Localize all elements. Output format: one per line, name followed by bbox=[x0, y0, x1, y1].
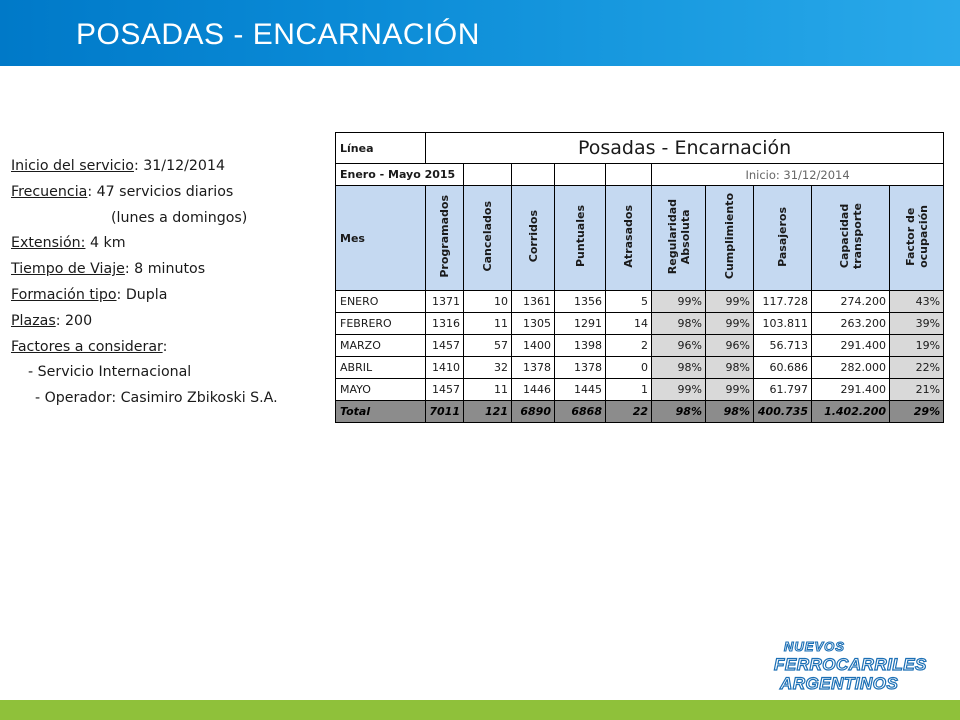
cell-regularidad: 96% bbox=[652, 335, 706, 357]
logo-line-1: NUEVOS bbox=[784, 639, 845, 654]
factor-line-2: ocupación bbox=[916, 205, 930, 268]
col-header-mes: Mes bbox=[336, 186, 426, 291]
periodo-blank bbox=[464, 164, 512, 186]
cell-mes: ABRIL bbox=[336, 357, 426, 379]
total-cancelados: 121 bbox=[464, 401, 512, 423]
col-header-regularidad bbox=[652, 186, 706, 291]
plazas-value: : 200 bbox=[55, 312, 93, 329]
cell-programados: 1371 bbox=[426, 291, 464, 313]
table-row bbox=[336, 313, 944, 335]
table-row bbox=[336, 291, 944, 313]
factores-label: Factores a considerar bbox=[11, 338, 163, 355]
periodo-blank bbox=[512, 164, 555, 186]
cell-factor: 43% bbox=[890, 291, 944, 313]
cell-corridos: 1305 bbox=[512, 313, 555, 335]
cell-cancelados: 57 bbox=[464, 335, 512, 357]
cell-puntuales: 1378 bbox=[555, 357, 606, 379]
cell-regularidad: 98% bbox=[652, 357, 706, 379]
cell-programados: 1316 bbox=[426, 313, 464, 335]
cell-cumplimiento: 98% bbox=[706, 357, 754, 379]
plazas-label: Plazas bbox=[11, 312, 56, 329]
factor-label bbox=[904, 205, 930, 268]
cell-cancelados: 11 bbox=[464, 313, 512, 335]
periodo-blank bbox=[555, 164, 606, 186]
cell-pasajeros: 61.797 bbox=[754, 379, 812, 401]
info-plazas bbox=[11, 309, 331, 335]
col-header-factor bbox=[890, 186, 944, 291]
table-row bbox=[336, 357, 944, 379]
total-regularidad: 98% bbox=[652, 401, 706, 423]
inicio-value: : 31/12/2014 bbox=[133, 158, 226, 174]
table-body bbox=[336, 291, 944, 401]
regularidad-label bbox=[666, 199, 692, 274]
cell-factor: 19% bbox=[890, 335, 944, 357]
periodo-label: Enero - Mayo 2015 bbox=[336, 164, 464, 186]
cell-programados: 1410 bbox=[426, 357, 464, 379]
info-tiempo bbox=[11, 257, 331, 283]
nuevos-ferrocarriles-argentinos-logo bbox=[770, 636, 950, 694]
cell-cumplimiento: 96% bbox=[706, 335, 754, 357]
linea-label: Línea bbox=[336, 133, 426, 164]
cell-pasajeros: 56.713 bbox=[754, 335, 812, 357]
table-row bbox=[336, 335, 944, 357]
total-cumplimiento: 98% bbox=[706, 401, 754, 423]
capacidad-line-1: Capacidad bbox=[837, 204, 851, 269]
cell-capacidad: 291.400 bbox=[812, 335, 890, 357]
linea-row bbox=[336, 133, 944, 164]
formacion-value: : Dupla bbox=[116, 286, 168, 303]
cell-capacidad: 274.200 bbox=[812, 291, 890, 313]
col-header-puntuales bbox=[555, 186, 606, 291]
col-header-cumplimiento bbox=[706, 186, 754, 291]
cell-atrasados: 5 bbox=[606, 291, 652, 313]
cell-capacidad: 291.400 bbox=[812, 379, 890, 401]
factor-item-2: - Operador: Casimiro Zbikoski S.A. bbox=[35, 390, 278, 407]
cancelados-label: Cancelados bbox=[481, 201, 494, 272]
title-bar bbox=[0, 0, 960, 66]
atrasados-label: Atrasados bbox=[622, 205, 635, 268]
cumplimiento-label: Cumplimiento bbox=[723, 193, 736, 280]
footer-bar bbox=[0, 700, 960, 720]
total-capacidad: 1.402.200 bbox=[812, 401, 890, 423]
cell-capacidad: 282.000 bbox=[812, 357, 890, 379]
cell-corridos: 1361 bbox=[512, 291, 555, 313]
cell-capacidad: 263.200 bbox=[812, 313, 890, 335]
cell-cancelados: 32 bbox=[464, 357, 512, 379]
cell-puntuales: 1445 bbox=[555, 379, 606, 401]
cell-atrasados: 14 bbox=[606, 313, 652, 335]
cell-mes: MARZO bbox=[336, 335, 426, 357]
cell-cumplimiento: 99% bbox=[706, 379, 754, 401]
tiempo-value: : 8 minutos bbox=[124, 261, 206, 278]
total-atrasados: 22 bbox=[606, 401, 652, 423]
col-header-cancelados bbox=[464, 186, 512, 291]
cell-pasajeros: 60.686 bbox=[754, 357, 812, 379]
cell-factor: 39% bbox=[890, 313, 944, 335]
cell-atrasados: 0 bbox=[606, 357, 652, 379]
logo-line-2: FERROCARRILES bbox=[774, 655, 927, 674]
cell-cancelados: 11 bbox=[464, 379, 512, 401]
cell-factor: 22% bbox=[890, 357, 944, 379]
cell-mes: MAYO bbox=[336, 379, 426, 401]
total-row bbox=[336, 401, 944, 423]
cell-atrasados: 1 bbox=[606, 379, 652, 401]
cell-programados: 1457 bbox=[426, 335, 464, 357]
cell-corridos: 1400 bbox=[512, 335, 555, 357]
info-inicio bbox=[11, 154, 331, 180]
cell-programados: 1457 bbox=[426, 379, 464, 401]
total-pasajeros: 400.735 bbox=[754, 401, 812, 423]
regularidad-line-1: Regularidad bbox=[665, 198, 679, 275]
logo-line-3: ARGENTINOS bbox=[780, 674, 899, 693]
col-header-atrasados bbox=[606, 186, 652, 291]
extension-value: 4 km bbox=[85, 235, 126, 252]
cell-corridos: 1378 bbox=[512, 357, 555, 379]
cell-corridos: 1446 bbox=[512, 379, 555, 401]
frecuencia-value: : 47 servicios diarios bbox=[87, 183, 234, 200]
periodo-row bbox=[336, 164, 944, 186]
header-row bbox=[336, 186, 944, 291]
total-corridos: 6890 bbox=[512, 401, 555, 423]
info-formacion bbox=[11, 283, 331, 309]
col-header-capacidad bbox=[812, 186, 890, 291]
corridos-label: Corridos bbox=[526, 210, 540, 263]
service-info bbox=[11, 154, 331, 412]
table-row bbox=[336, 379, 944, 401]
cell-factor: 21% bbox=[890, 379, 944, 401]
info-extension bbox=[11, 231, 331, 257]
pasajeros-label: Pasajeros bbox=[776, 206, 789, 267]
programados-label: Programados bbox=[438, 195, 451, 278]
cell-cumplimiento: 99% bbox=[706, 313, 754, 335]
cell-pasajeros: 117.728 bbox=[754, 291, 812, 313]
service-table bbox=[335, 132, 944, 423]
cell-cumplimiento: 99% bbox=[706, 291, 754, 313]
total-puntuales: 6868 bbox=[555, 401, 606, 423]
cell-puntuales: 1398 bbox=[555, 335, 606, 357]
factores-colon: : bbox=[162, 338, 168, 355]
col-header-corridos bbox=[512, 186, 555, 291]
puntuales-label: Puntuales bbox=[573, 205, 587, 268]
regularidad-line-2: Absoluta bbox=[678, 209, 692, 264]
col-header-programados bbox=[426, 186, 464, 291]
inicio-label: Inicio del servicio bbox=[11, 158, 134, 174]
capacidad-line-2: transporte bbox=[850, 203, 864, 270]
cell-mes: FEBRERO bbox=[336, 313, 426, 335]
col-header-pasajeros bbox=[754, 186, 812, 291]
cell-puntuales: 1291 bbox=[555, 313, 606, 335]
frecuencia-label: Frecuencia bbox=[11, 183, 88, 200]
tiempo-label: Tiempo de Viaje bbox=[11, 261, 125, 278]
capacidad-label bbox=[838, 203, 864, 269]
formacion-label: Formación tipo bbox=[11, 286, 117, 303]
extension-label: Extensión: bbox=[11, 235, 86, 252]
inicio-text: Inicio: 31/12/2014 bbox=[652, 164, 944, 186]
factor-line-1: Factor de bbox=[903, 207, 917, 266]
cell-atrasados: 2 bbox=[606, 335, 652, 357]
cell-regularidad: 99% bbox=[652, 291, 706, 313]
total-programados: 7011 bbox=[426, 401, 464, 423]
cell-mes: ENERO bbox=[336, 291, 426, 313]
info-frecuencia bbox=[11, 180, 331, 206]
total-mes: Total bbox=[336, 401, 426, 423]
factor-item-1: - Servicio Internacional bbox=[28, 364, 192, 381]
cell-regularidad: 99% bbox=[652, 379, 706, 401]
info-factores bbox=[11, 335, 331, 361]
frecuencia-note: (lunes a domingos) bbox=[111, 209, 248, 226]
cell-puntuales: 1356 bbox=[555, 291, 606, 313]
periodo-blank bbox=[606, 164, 652, 186]
total-factor: 29% bbox=[890, 401, 944, 423]
linea-value: Posadas - Encarnación bbox=[426, 133, 944, 164]
cell-regularidad: 98% bbox=[652, 313, 706, 335]
cell-cancelados: 10 bbox=[464, 291, 512, 313]
cell-pasajeros: 103.811 bbox=[754, 313, 812, 335]
page-title: POSADAS - ENCARNACIÓN bbox=[76, 18, 480, 51]
